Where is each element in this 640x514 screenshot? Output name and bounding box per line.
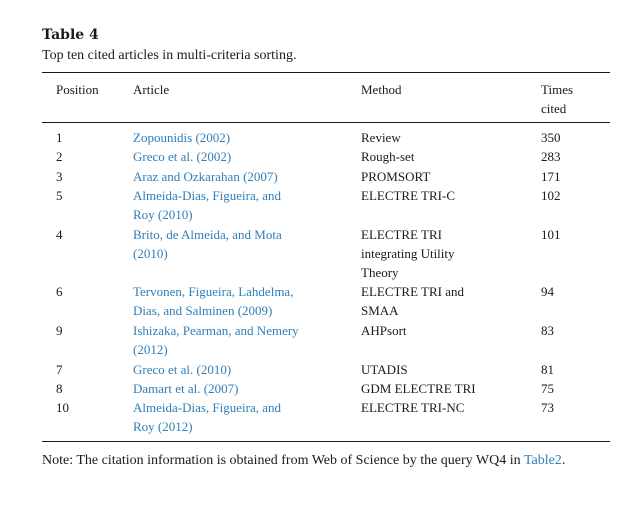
row-position: 6: [56, 284, 63, 300]
row-method: [361, 282, 536, 320]
row-position: 1: [56, 130, 63, 145]
method-line: Review: [361, 130, 401, 145]
article-line[interactable]: (2012): [133, 342, 168, 357]
row-position: 9: [56, 323, 63, 338]
row-article[interactable]: [133, 147, 353, 166]
method-line: ELECTRE TRI and: [361, 284, 465, 300]
method-line: AHPsort: [361, 323, 407, 338]
row-times-cited: 171: [541, 168, 561, 184]
row-article[interactable]: [133, 225, 353, 263]
article-line[interactable]: Ishizaka, Pearman, and Nemery: [133, 323, 299, 338]
row-times-cited: 101: [541, 226, 561, 242]
row-position: 2: [56, 149, 63, 165]
header-position: Position: [56, 82, 99, 97]
table-note: [42, 450, 610, 472]
header-times-cited-line2: cited: [541, 101, 567, 116]
row-article[interactable]: [133, 398, 353, 436]
article-line[interactable]: Zopounidis (2002): [133, 130, 231, 145]
row-times-cited: 102: [541, 187, 561, 203]
row-times-cited: 283: [541, 149, 561, 165]
row-times-cited: 83: [541, 323, 554, 338]
row-method: [361, 167, 536, 186]
method-line: SMAA: [361, 303, 399, 319]
table-label: Table 4: [42, 27, 99, 43]
row-times-cited: 75: [541, 380, 554, 396]
article-line[interactable]: (2010): [133, 245, 168, 261]
row-position: 8: [56, 380, 63, 396]
method-line: UTADIS: [361, 361, 408, 377]
note-text: Note: The citation information is obtained from Web of Science by the query WQ4 in: [42, 453, 524, 468]
row-times-cited: 350: [541, 130, 561, 145]
row-article[interactable]: [133, 360, 353, 379]
method-line: ELECTRE TRI-C: [361, 187, 456, 203]
row-position: 3: [56, 168, 63, 184]
article-line[interactable]: Damart et al. (2007): [133, 380, 239, 396]
article-line[interactable]: Roy (2010): [133, 206, 193, 222]
method-line: ELECTRE TRI-NC: [361, 400, 465, 416]
method-line: PROMSORT: [361, 168, 431, 184]
article-line[interactable]: Almeida-Dias, Figueira, and: [133, 400, 282, 416]
row-position: 4: [56, 226, 63, 242]
table-top-rule: [42, 72, 610, 73]
row-times-cited: 94: [541, 284, 554, 300]
note-period: .: [561, 453, 566, 468]
row-method: [361, 147, 536, 166]
row-method: [361, 128, 536, 147]
row-method: [361, 398, 536, 417]
article-line[interactable]: Brito, de Almeida, and Mota: [133, 226, 282, 242]
article-line[interactable]: Greco et al. (2002): [133, 149, 232, 165]
row-times-cited: 81: [541, 361, 554, 377]
row-position: 5: [56, 187, 63, 203]
table-header-rule: [42, 122, 610, 123]
note-table-link[interactable]: Table2: [523, 453, 562, 468]
article-line[interactable]: Greco et al. (2010): [133, 361, 232, 377]
article-line[interactable]: Araz and Ozkarahan (2007): [133, 168, 278, 184]
method-line: GDM ELECTRE TRI: [361, 380, 476, 396]
table-bottom-rule: [42, 441, 610, 442]
row-method: [361, 360, 536, 379]
method-line: Theory: [361, 264, 399, 280]
header-method: Method: [361, 82, 402, 97]
article-line[interactable]: Almeida-Dias, Figueira, and: [133, 187, 282, 203]
row-method: [361, 379, 536, 398]
header-times-cited-line1: Times: [541, 82, 574, 97]
article-line[interactable]: Tervonen, Figueira, Lahdelma,: [133, 284, 294, 300]
article-line[interactable]: Dias, and Salminen (2009): [133, 303, 273, 319]
table-caption: Top ten cited articles in multi-criteria sorting.: [42, 48, 297, 63]
article-line[interactable]: Roy (2012): [133, 419, 193, 435]
row-position: 10: [56, 400, 69, 416]
method-line: ELECTRE TRI: [361, 226, 443, 242]
row-article[interactable]: [133, 167, 353, 186]
row-method: [361, 186, 536, 205]
header-article: Article: [133, 82, 170, 97]
row-article[interactable]: [133, 282, 353, 320]
method-line: integrating Utility: [361, 245, 455, 261]
header-times-cited: [541, 80, 601, 118]
row-article[interactable]: [133, 321, 353, 359]
method-line: Rough-set: [361, 149, 415, 165]
row-article[interactable]: [133, 379, 353, 398]
row-article[interactable]: [133, 186, 353, 224]
row-position: 7: [56, 361, 63, 377]
row-article[interactable]: [133, 128, 353, 147]
row-method: [361, 225, 536, 282]
row-method: [361, 321, 536, 340]
row-times-cited: 73: [541, 400, 554, 416]
